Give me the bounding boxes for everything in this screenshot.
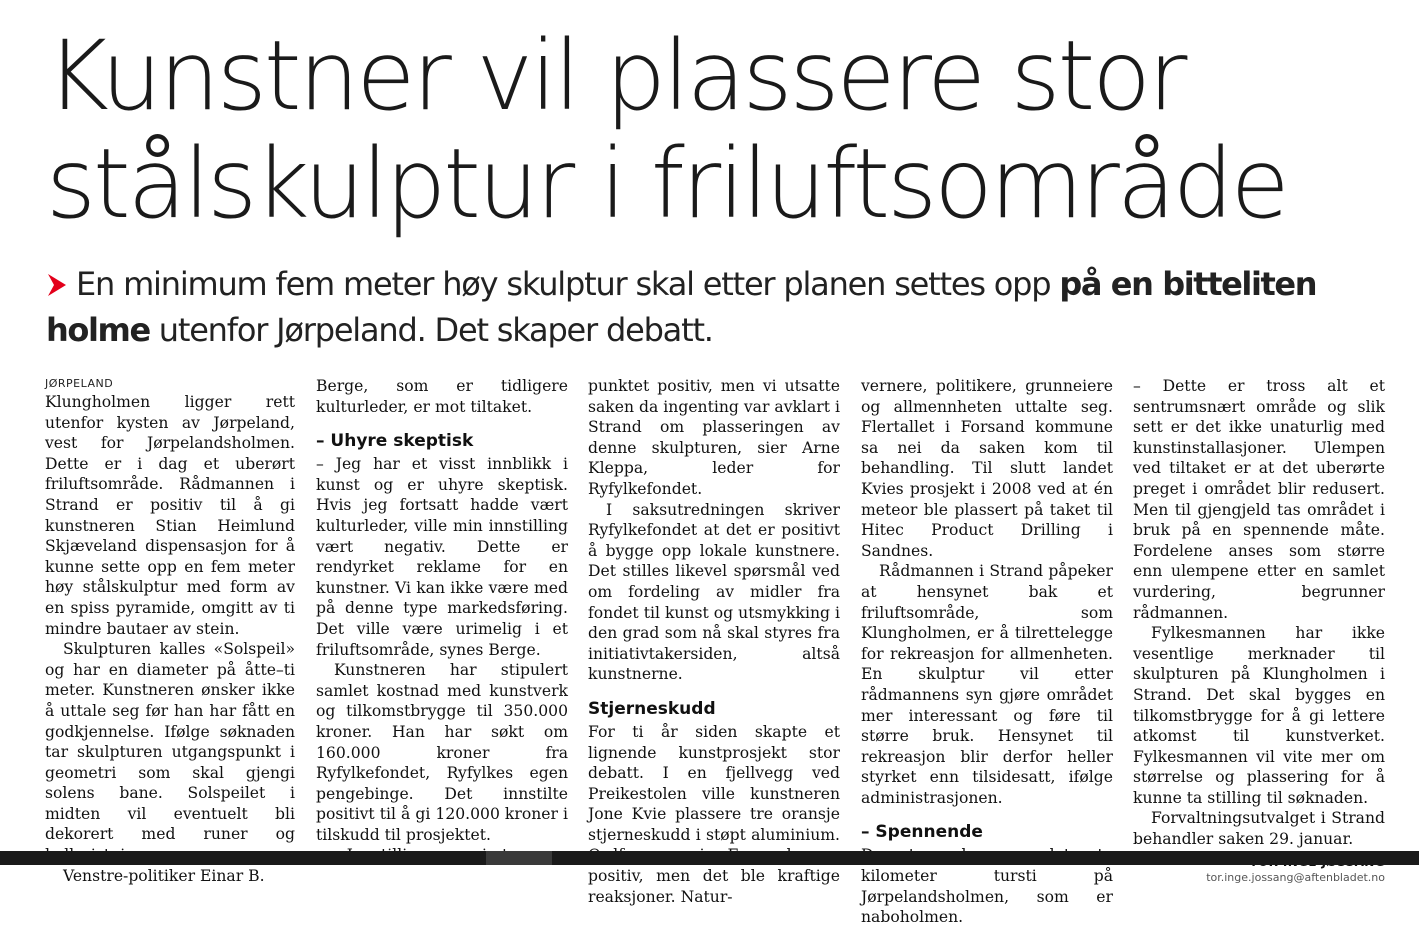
lead-text: En minimum fem meter høy skulptur skal etter planen settes opp <box>76 265 1060 303</box>
red-arrow-icon <box>46 263 68 308</box>
paragraph: – Jeg har et visst innblikk i kunst og er uhyre skeptisk. Hvis jeg fortsatt hadde vært kulturleder, ville min innstilling vært negativ. Dette er rendyrket reklame for en kunstner. Vi kan ikke være med på denne type markedsføring. Det ville være urimelig i et friluftsområde, synes Berge. <box>316 455 568 659</box>
paragraph: Berge, som er tidligere kulturleder, er mot tiltaket. <box>316 377 568 416</box>
lead-bold-text: på en bitteliten holme <box>46 265 1317 349</box>
paragraph: For ti år siden skapte et lignende kunstprosjekt stor debatt. I en fjellvegg ved Preikestolen ville kunstneren Jone Kvie plassere tre oransje stjerneskudd i støpt aluminium. positiv, men det ble kraftige reaksjoner. Natur- <box>588 722 840 906</box>
article-column-2 <box>316 376 568 846</box>
paragraph: Kunstneren har stipulert samlet kostnad med kunstverk og tilkomstbrygge til 350.000 kroner. Han har søkt om 160.000 kroner fra Ryfylkefondet, Ryfylkes egen pengebinge. Det innstilte positivt til å gi 120.000 kroner i tilskudd til prosjektet. <box>316 661 568 844</box>
paragraph: Venstre-politiker Einar B. <box>63 866 265 885</box>
paragraph: Rådmannen i Strand påpeker at hensynet bak et friluftsområde, som Klungholmen, er å tilrettelegge for rekreasjon for allmenheten. En skulptur vil etter rådmannens syn gjøre området mer interessant og føre til større bruk. Hensynet til rekreasjon blir derfor heller styrket enn tilsidesatt, ifølge administrasjonen. <box>861 562 1113 807</box>
lead-text-end: utenfor Jørpeland. Det skaper debatt. <box>149 311 713 349</box>
subheading: Stjerneskudd <box>588 698 716 719</box>
headline-line-2: stålskulptur i friluftsområde <box>46 128 1287 240</box>
paragraph: vernere, politikere, grunneiere og allmennheten uttalte seg. Flertallet i Forsand kommune sa nei da saken kom til behandling. Til slutt landet Kvies prosjekt i 2008 ved at én meteor ble plassert på taket til Hitec Product Drilling i Sandnes. <box>861 377 1113 560</box>
paragraph: Forvaltningsutvalget i Strand behandler saken 29. januar. <box>1133 809 1385 849</box>
paragraph: Klungholmen ligger rett utenfor kysten av Jørpeland, vest for Jørpelandsholmen. Dette er i dag et uberørt friluftsområde. Rådmannen i Strand er positiv til å gi kunstneren Stian Heimlund Skjæveland dispensasjon for å kunne sette opp en fem meter høy stålskulptur med form av en spiss pyramide, omgitt av ti mindre bautaer av stein. <box>45 393 295 638</box>
paragraph: – Dette er tross alt et sentrumsnært område og slik sett er det ikke unaturlig med kunstinstallasjoner. Ulempen ved tiltaket er at det uberørte preget i området blir redusert. Men til gjengjeld tas området i bruk på en spennende måte. Fordelene anses som større enn ulempene etter en samlet vurdering, begrunner rådmannen. <box>1133 377 1385 622</box>
headline-line-1: Kunstner vil plassere stor <box>46 20 1185 132</box>
article-column-3 <box>588 376 840 906</box>
headline <box>46 22 1406 238</box>
subheading: – Uhyre skeptisk <box>316 431 474 452</box>
article-column-1 <box>45 376 295 885</box>
article-column-4 <box>861 376 1113 927</box>
lead-paragraph <box>46 262 1386 353</box>
paragraph: punktet positiv, men vi utsatte saken da ingenting var avklart i Strand om plasseringen av denne skulpturen, sier Arne Kleppa, leder for Ryfylkefondet. <box>588 377 840 498</box>
subheading: – Spennende <box>861 822 983 843</box>
paragraph: Skulpturen kalles «Solspeil» og har en diameter på åtte–ti meter. Kunstneren ønsker ikke å uttale seg før han har fått en godkjennelse. Ifølge søknaden tar skulpturen utgangspunkt i geometri som skal gjengi solens bane. Solspeilet i midten vil eventuelt bli dekorert med runer og <box>45 640 295 844</box>
paragraph: Fylkesmannen har ikke vesentlige merknader til skulpturen på Klungholmen i Strand. Det skal bygges en tilkomstbrygge for å gi lettere atkomst til kunstverket. Fylkesmannen vil vite mer om størrelse og plassering for å kunne ta stilling til søknaden. <box>1133 624 1385 807</box>
article-column-5 <box>1133 376 1385 884</box>
paragraph: I saksutredningen skriver Ryfylkefondet at det er positivt å bygge opp lokale kunstnere. Det stilles likevel spørsmål ved om fordeling av midler fra fondet til kunst og utsmykking i den grad som nå skal styres fra initiativtakersiden, altså kunstnerne. <box>588 500 840 684</box>
scrollbar-thumb[interactable] <box>486 851 552 865</box>
author-email-link[interactable]: tor.inge.jossang@aftenbladet.no <box>1206 870 1385 884</box>
paragraph: kilometer tursti på Jørpelandsholmen, som er naboholmen. <box>861 867 1113 927</box>
bottom-scrollbar[interactable] <box>0 851 1419 865</box>
dateline: JØRPELAND <box>45 377 114 390</box>
